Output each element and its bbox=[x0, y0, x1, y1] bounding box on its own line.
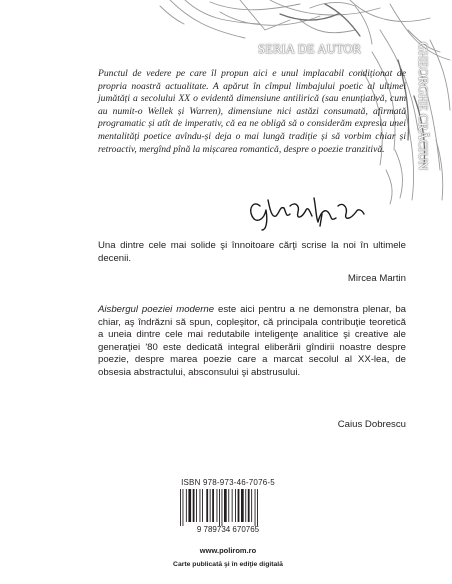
review-caius-dobrescu bbox=[98, 304, 406, 380]
review-1-author: Mircea Martin bbox=[347, 273, 406, 284]
book-title: Aisbergul poeziei moderne bbox=[98, 304, 215, 315]
author-name-text: GHEORGHE CRĂCIUN bbox=[416, 42, 430, 171]
isbn-number: ISBN 978-973-46-7076-5 bbox=[181, 478, 275, 487]
publisher-website: www.polirom.ro bbox=[199, 546, 257, 555]
series-label: SERIA DE AUTOR bbox=[258, 42, 362, 56]
review-mircea-martin bbox=[98, 240, 406, 265]
barcode-digits: 9 789734 670765 bbox=[196, 525, 260, 533]
barcode-bars bbox=[180, 489, 258, 526]
author-name-vertical bbox=[417, 42, 433, 192]
author-signature bbox=[246, 192, 368, 232]
review-1-text: Una dintre cele mai solide şi înnoitoare cărţi scrise la noi în ultimele decenii. bbox=[98, 240, 406, 264]
review-2-text: este aici pentru a ne demonstra plenar, ba chiar, aş îndrăzni să spun, copleşitor, că principala contribuţie teoretică a uneia dintre cele mai redutabile inteligenţe analitice şi creative ale generaţiei '80 este dedicată integral eliberării gîndirii noastre despre poezie, despre marea poezie care a marcat secolul al XX-lea, de obsesia abstractului, absconsului şi abstrusului. bbox=[98, 304, 406, 378]
digital-edition-note: Carte publicată şi în ediţie digitală bbox=[173, 561, 283, 568]
author-quote: Punctul de vedere pe care îl propun aici e unul implacabil condiționat de propria noastră actualitate. A apărut în cîmpul limbajului poetic al ultimei jumătăți a secolului XX o evidentă dimensiune antilirică (sau enunțiativă, cum au numit-o Wellek și Warren), dimensiune nici astăzi consumată, afirmată programatic și atît de imperativ, că ea ne obligă să o considerăm expresia unei mentalități poetice avîndu-și deja o mai lungă tradiție și să vorbim chiar și retroactiv, mergînd pînă la mișcarea romantică, despre o poezie tranzitivă. bbox=[98, 68, 406, 155]
barcode bbox=[176, 489, 280, 533]
review-2-author: Caius Dobrescu bbox=[337, 419, 406, 430]
